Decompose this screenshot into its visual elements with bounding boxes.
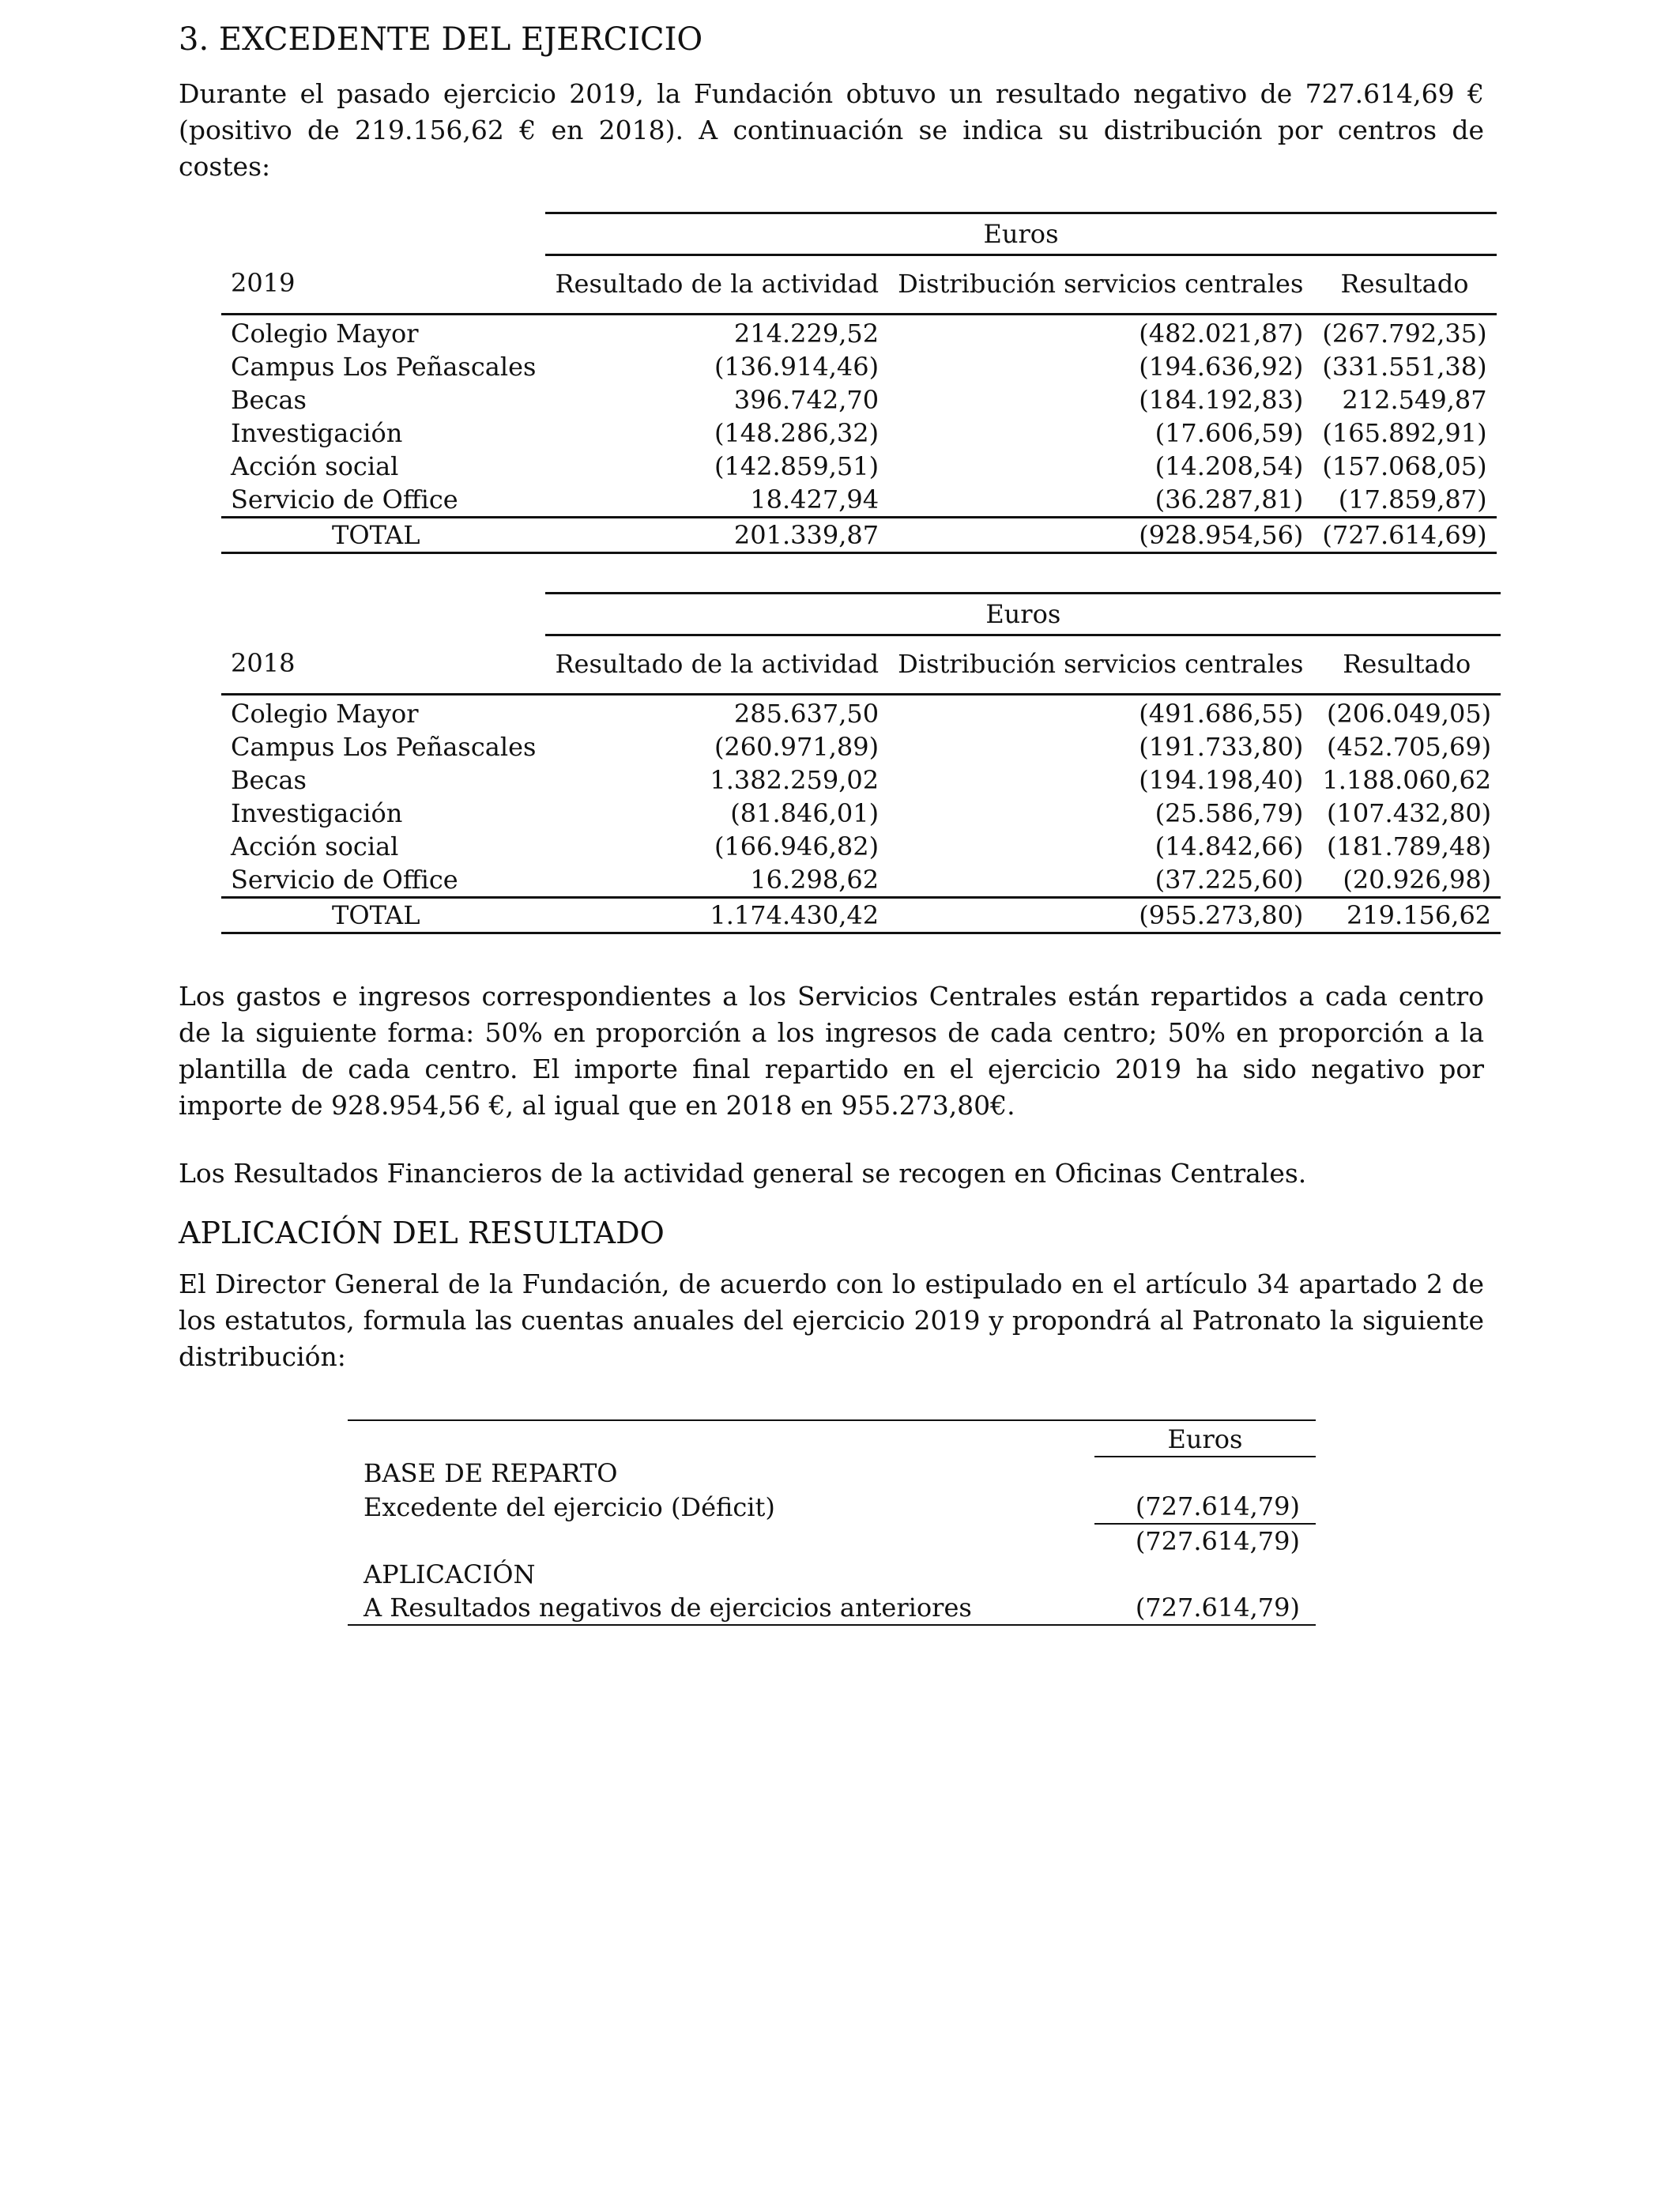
cell-value: (36.287,81) xyxy=(1155,484,1304,515)
column-header: Resultado xyxy=(1313,635,1501,695)
cell-value: (491.686,55) xyxy=(1139,699,1304,729)
currency-header: Euros xyxy=(1094,1420,1316,1457)
table-row xyxy=(221,695,1501,731)
cell-value: (267.792,35) xyxy=(1322,319,1487,349)
table-row xyxy=(221,797,1501,830)
cell-value: (157.068,05) xyxy=(1322,451,1487,481)
total-label: TOTAL xyxy=(221,518,545,553)
cell-value: (14.208,54) xyxy=(1155,451,1304,481)
base-item-value: (727.614,79) xyxy=(1094,1490,1316,1524)
application-item-value: (727.614,79) xyxy=(1094,1591,1316,1625)
cell-value: (165.892,91) xyxy=(1322,418,1487,448)
table-row xyxy=(221,383,1497,417)
column-header: Distribución servicios centrales xyxy=(888,635,1313,695)
row-label: Servicio de Office xyxy=(231,865,458,895)
row-label: Campus Los Peñascales xyxy=(231,352,537,382)
cell-value: (25.586,79) xyxy=(1155,798,1304,828)
total-row xyxy=(221,898,1501,933)
distribution-table-2019 xyxy=(221,212,1497,554)
application-table xyxy=(348,1419,1316,1626)
table-row xyxy=(221,830,1501,863)
cell-value: (191.733,80) xyxy=(1139,732,1304,762)
total-value: 201.339,87 xyxy=(545,518,888,553)
total-value: (928.954,56) xyxy=(888,518,1313,553)
cell-value: (20.926,98) xyxy=(1343,865,1492,895)
total-value: 219.156,62 xyxy=(1313,898,1501,933)
currency-header: Euros xyxy=(545,594,1501,635)
document-page xyxy=(179,17,1492,1626)
total-value: 1.174.430,42 xyxy=(545,898,888,933)
cell-value: (166.946,82) xyxy=(714,831,880,861)
cell-value: (37.225,60) xyxy=(1155,865,1304,895)
row-label: Becas xyxy=(231,385,307,415)
base-item-label: Excedente del ejercicio (Déficit) xyxy=(363,1491,775,1522)
application-label: APLICACIÓN xyxy=(363,1559,536,1589)
cell-value: (81.846,01) xyxy=(730,798,880,828)
cell-value: 214.229,52 xyxy=(733,319,880,349)
distribution-table-2018 xyxy=(221,592,1501,934)
table-row xyxy=(221,417,1497,450)
row-label: Acción social xyxy=(231,451,399,481)
cell-value: 285.637,50 xyxy=(733,699,880,729)
table-row xyxy=(221,730,1501,763)
row-label: Colegio Mayor xyxy=(231,319,419,349)
column-header: Resultado de la actividad xyxy=(545,255,888,315)
total-row xyxy=(221,518,1497,553)
table-row xyxy=(221,315,1497,351)
cell-value: (17.859,87) xyxy=(1338,484,1487,515)
intro-paragraph: Durante el pasado ejercicio 2019, la Fundación obtuvo un resultado negativo de 727.614,69 € (positivo de 219.156,62 € en 2018). A continuación se indica su distribución por centros de costes: xyxy=(179,78,1484,182)
cell-value: (142.859,51) xyxy=(714,451,880,481)
services-paragraph: Los gastos e ingresos correspondientes a los Servicios Centrales están repartidos a cada centro de la siguiente forma: 50% en proporción a los ingresos de cada centro; 50% en proporción a la plantilla de cada centro. El importe final repartido en el ejercicio 2019 ha sido negativo por importe de 928.954,56 €, al igual que en 2018 en 955.273,80€. xyxy=(179,981,1484,1121)
row-label: Investigación xyxy=(231,418,403,448)
column-header: Resultado xyxy=(1313,255,1496,315)
cell-value: (148.286,32) xyxy=(714,418,880,448)
financial-paragraph: Los Resultados Financieros de la actividad general se recogen en Oficinas Centrales. xyxy=(179,1158,1307,1189)
currency-header: Euros xyxy=(545,213,1496,255)
cell-value: 212.549,87 xyxy=(1342,385,1487,415)
cell-value: (260.971,89) xyxy=(714,732,880,762)
cell-value: 1.188.060,62 xyxy=(1322,765,1492,795)
cell-value: 1.382.259,02 xyxy=(710,765,880,795)
column-header: Distribución servicios centrales xyxy=(888,255,1313,315)
table-row xyxy=(221,350,1497,383)
cell-value: 18.427,94 xyxy=(750,484,880,515)
table-year: 2018 xyxy=(221,635,545,695)
table-year: 2019 xyxy=(221,255,545,315)
cell-value: (452.705,69) xyxy=(1326,732,1492,762)
row-label: Colegio Mayor xyxy=(231,699,419,729)
row-label: Campus Los Peñascales xyxy=(231,732,537,762)
cell-value: (482.021,87) xyxy=(1139,319,1304,349)
cell-value: (136.914,46) xyxy=(714,352,880,382)
row-label: Servicio de Office xyxy=(231,484,458,515)
table-row xyxy=(221,763,1501,797)
application-title: APLICACIÓN DEL RESULTADO xyxy=(179,1216,665,1250)
cell-value: (206.049,05) xyxy=(1326,699,1492,729)
row-label: Becas xyxy=(231,765,307,795)
row-label: Investigación xyxy=(231,798,403,828)
application-paragraph: El Director General de la Fundación, de acuerdo con lo estipulado en el artículo 34 apartado 2 de los estatutos, formula las cuentas anuales del ejercicio 2019 y propondrá al Patronato la siguiente distribución: xyxy=(179,1269,1484,1372)
table-row xyxy=(221,450,1497,483)
total-value: (955.273,80) xyxy=(888,898,1313,933)
cell-value: (181.789,48) xyxy=(1326,831,1492,861)
cell-value: (194.198,40) xyxy=(1139,765,1304,795)
cell-value: (194.636,92) xyxy=(1139,352,1304,382)
total-label: TOTAL xyxy=(221,898,545,933)
row-label: Acción social xyxy=(231,831,399,861)
section-title: 3. EXCEDENTE DEL EJERCICIO xyxy=(179,21,703,58)
column-header: Resultado de la actividad xyxy=(545,635,888,695)
table-row xyxy=(221,483,1497,518)
cell-value: 396.742,70 xyxy=(733,385,880,415)
cell-value: 16.298,62 xyxy=(750,865,880,895)
cell-value: (184.192,83) xyxy=(1139,385,1304,415)
table-row xyxy=(221,863,1501,898)
base-label: BASE DE REPARTO xyxy=(363,1458,618,1488)
cell-value: (17.606,59) xyxy=(1155,418,1304,448)
cell-value: (14.842,66) xyxy=(1155,831,1304,861)
cell-value: (107.432,80) xyxy=(1326,798,1492,828)
total-value: (727.614,69) xyxy=(1313,518,1496,553)
application-item-label: A Resultados negativos de ejercicios anteriores xyxy=(348,1591,1094,1625)
cell-value: (331.551,38) xyxy=(1322,352,1487,382)
base-subtotal: (727.614,79) xyxy=(1135,1526,1300,1556)
